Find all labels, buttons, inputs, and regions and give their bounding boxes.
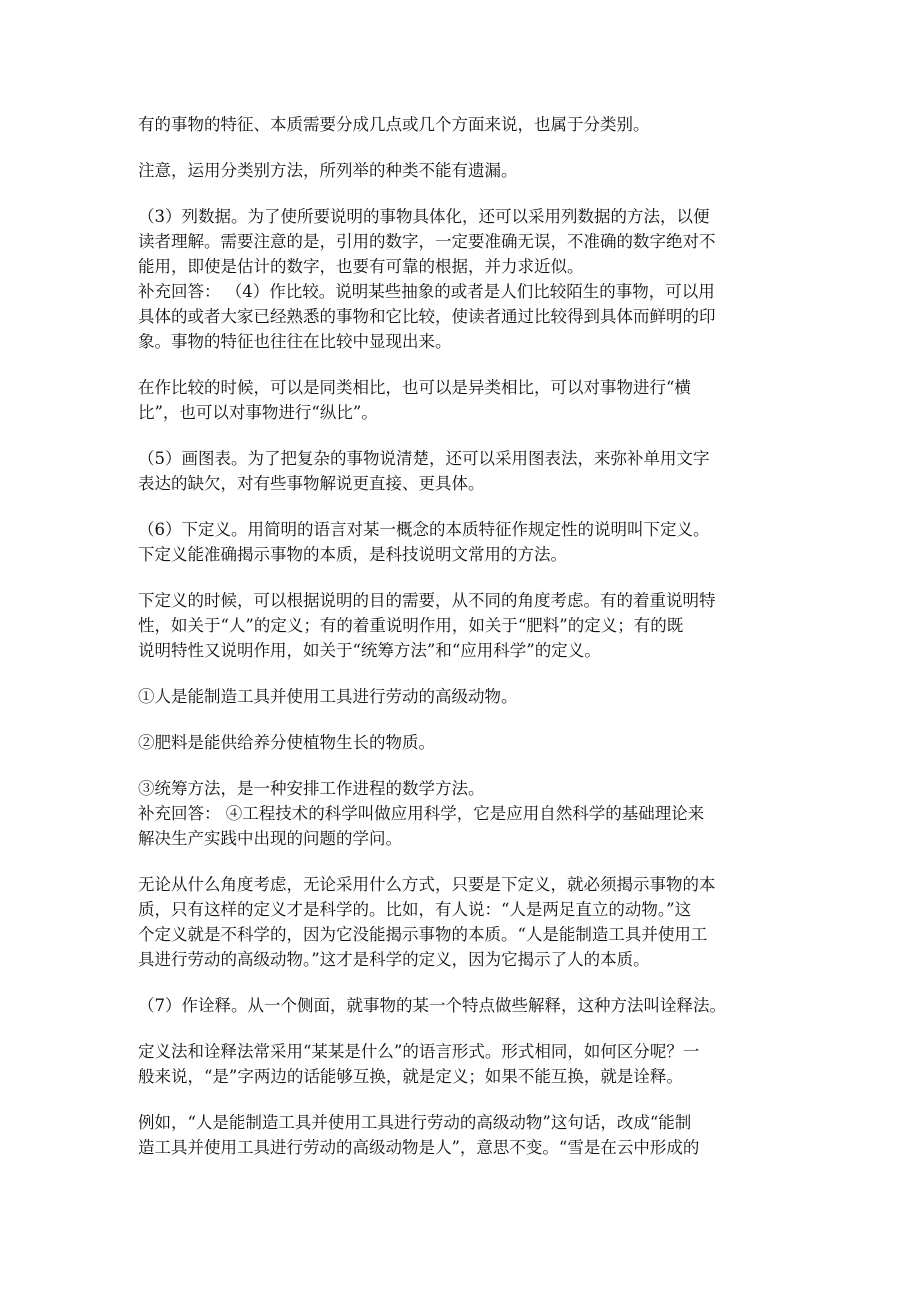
paragraph-comparison: 补充回答： （4）作比较。说明某些抽象的或者是人们比较陌生的事物，可以用 具体的或者大家已经熟悉的事物和它比较，使读者通过比较得到具体而鲜明的印 象。事物的特征也往往在比较中显现出来。 <box>138 282 716 351</box>
paragraph-classification-note: 注意，运用分类别方法，所列举的种类不能有遗漏。 <box>138 161 518 180</box>
paragraph-classification-aspects: 有的事物的特征、本质需要分成几点或几个方面来说，也属于分类别。 <box>138 115 650 134</box>
paragraph-comparison-types: 在作比较的时候，可以是同类相比，也可以是异类相比，可以对事物进行“横 比”，也可以对事物进行“纵比”。 <box>138 378 691 422</box>
paragraph-definition-vs-interpretation: 定义法和诠释法常采用“某某是什么”的语言形式。形式相同，如何区分呢？一 般来说，“是”字两边的话能够互换，就是定义；如果不能互换，就是诠释。 <box>138 1042 700 1086</box>
paragraph-charts: （5）画图表。为了把复杂的事物说清楚，还可以采用图表法，来弥补单用文字 表达的缺欠，对有些事物解说更直接、更具体。 <box>138 449 710 493</box>
paragraph-list-data: （3）列数据。为了使所要说明的事物具体化，还可以采用列数据的方法，以便 读者理解。需要注意的是，引用的数字，一定要准确无误，不准确的数字绝对不 能用，即使是估计的数字，也要有可靠的根据，并力求近似。 <box>138 207 716 276</box>
paragraph-example-fertilizer: ②肥料是能供给养分使植物生长的物质。 <box>138 733 435 752</box>
paragraph-definition-angles: 下定义的时候，可以根据说明的目的需要，从不同的角度考虑。有的着重说明特 性，如关于“人”的定义；有的着重说明作用，如关于“肥料”的定义；有的既 说明特性又说明作用，如关于“统筹方法”和“应用科学”的定义。 <box>138 591 716 660</box>
paragraph-interpretation: （7）作诠释。从一个侧面，就事物的某一个特点做些解释，这种方法叫诠释法。 <box>138 996 726 1015</box>
document-body <box>138 112 788 1181</box>
paragraph-definition: （6）下定义。用简明的语言对某一概念的本质特征作规定性的说明叫下定义。 下定义能准确揭示事物的本质，是科技说明文常用的方法。 <box>138 520 710 564</box>
paragraph-example-applied-science: 补充回答： ④工程技术的科学叫做应用科学，它是应用自然科学的基础理论来 解决生产实践中出现的问题的学问。 <box>138 804 705 848</box>
paragraph-example-planning: ③统筹方法，是一种安排工作进程的数学方法。 <box>138 779 485 798</box>
paragraph-example-human: ①人是能制造工具并使用工具进行劳动的高级动物。 <box>138 687 518 706</box>
paragraph-example-swap: 例如，“人是能制造工具并使用工具进行劳动的高级动物”这句话，改成“能制 造工具并使用工具进行劳动的高级动物是人”，意思不变。“雪是在云中形成的 <box>138 1113 700 1157</box>
paragraph-definition-essence: 无论从什么角度考虑，无论采用什么方式，只要是下定义，就必须揭示事物的本 质，只有这样的定义才是科学的。比如，有人说：“人是两足直立的动物。”这 个定义就是不科学的，因为它没能揭示事物的本质。“人是能制造工具并使用工 具进行劳动的高级动物。”这才是科学的定义，因为它揭示了人的本质。 <box>138 875 716 969</box>
